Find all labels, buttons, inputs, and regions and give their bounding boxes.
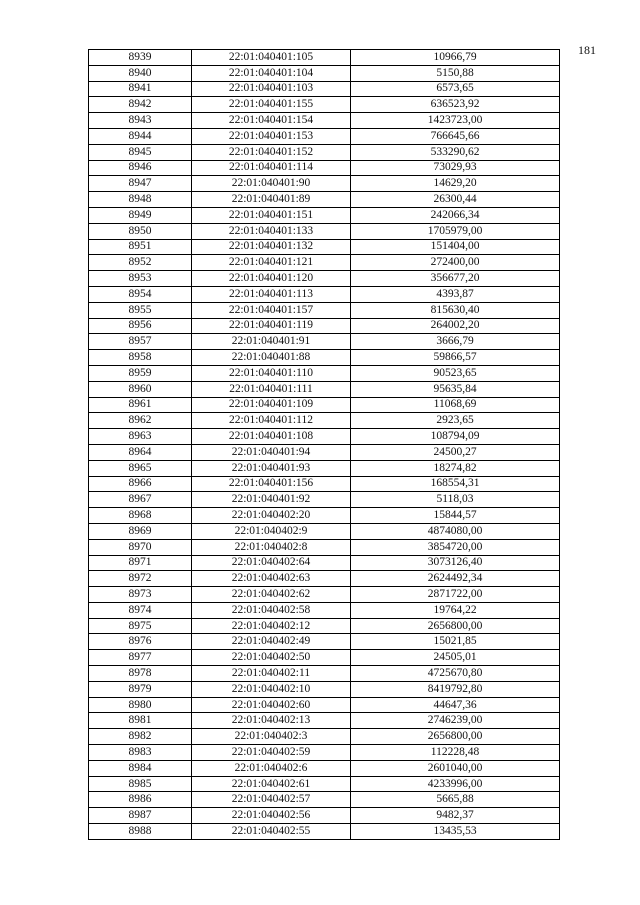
value-cell: 3073126,40 xyxy=(351,555,560,571)
value-cell: 108794,09 xyxy=(351,429,560,445)
table-row xyxy=(89,318,560,334)
value-cell: 151404,00 xyxy=(351,239,560,255)
row-number-cell: 8949 xyxy=(89,207,192,223)
row-number-cell: 8939 xyxy=(89,50,192,66)
table-row xyxy=(89,192,560,208)
value-cell: 3854720,00 xyxy=(351,539,560,555)
cadastral-number-cell: 22:01:040402:6 xyxy=(192,760,351,776)
row-number-cell: 8960 xyxy=(89,381,192,397)
cadastral-number-cell: 22:01:040401:110 xyxy=(192,365,351,381)
cadastral-number-cell: 22:01:040402:57 xyxy=(192,792,351,808)
value-cell: 2656800,00 xyxy=(351,618,560,634)
row-number-cell: 8986 xyxy=(89,792,192,808)
value-cell: 15844,57 xyxy=(351,508,560,524)
row-number-cell: 8988 xyxy=(89,824,192,840)
table-row xyxy=(89,587,560,603)
cadastral-number-cell: 22:01:040402:20 xyxy=(192,508,351,524)
cadastral-number-cell: 22:01:040401:109 xyxy=(192,397,351,413)
table-row xyxy=(89,729,560,745)
cadastral-number-cell: 22:01:040401:114 xyxy=(192,160,351,176)
cadastral-number-cell: 22:01:040401:94 xyxy=(192,444,351,460)
row-number-cell: 8987 xyxy=(89,808,192,824)
cadastral-number-cell: 22:01:040402:64 xyxy=(192,555,351,571)
value-cell: 5150,88 xyxy=(351,65,560,81)
row-number-cell: 8966 xyxy=(89,476,192,492)
table-row xyxy=(89,602,560,618)
page-number: 181 xyxy=(578,43,596,57)
row-number-cell: 8965 xyxy=(89,460,192,476)
row-number-cell: 8947 xyxy=(89,176,192,192)
cadastral-number-cell: 22:01:040401:153 xyxy=(192,128,351,144)
value-cell: 356677,20 xyxy=(351,271,560,287)
value-cell: 1705979,00 xyxy=(351,223,560,239)
row-number-cell: 8981 xyxy=(89,713,192,729)
row-number-cell: 8961 xyxy=(89,397,192,413)
cadastral-number-cell: 22:01:040401:89 xyxy=(192,192,351,208)
value-cell: 2624492,34 xyxy=(351,571,560,587)
row-number-cell: 8950 xyxy=(89,223,192,239)
row-number-cell: 8974 xyxy=(89,602,192,618)
table-row xyxy=(89,350,560,366)
value-cell: 264002,20 xyxy=(351,318,560,334)
table-row xyxy=(89,476,560,492)
cadastral-number-cell: 22:01:040401:133 xyxy=(192,223,351,239)
table-row xyxy=(89,792,560,808)
value-cell: 272400,00 xyxy=(351,255,560,271)
table-row xyxy=(89,334,560,350)
cadastral-number-cell: 22:01:040401:155 xyxy=(192,97,351,113)
value-cell: 24500,27 xyxy=(351,444,560,460)
row-number-cell: 8971 xyxy=(89,555,192,571)
row-number-cell: 8979 xyxy=(89,681,192,697)
table-row xyxy=(89,429,560,445)
cadastral-number-cell: 22:01:040401:121 xyxy=(192,255,351,271)
value-cell: 59866,57 xyxy=(351,350,560,366)
value-cell: 3666,79 xyxy=(351,334,560,350)
value-cell: 2746239,00 xyxy=(351,713,560,729)
cadastral-number-cell: 22:01:040402:60 xyxy=(192,697,351,713)
row-number-cell: 8958 xyxy=(89,350,192,366)
table-row xyxy=(89,176,560,192)
table-row xyxy=(89,113,560,129)
value-cell: 95635,84 xyxy=(351,381,560,397)
table-row xyxy=(89,97,560,113)
cadastral-number-cell: 22:01:040402:62 xyxy=(192,587,351,603)
row-number-cell: 8975 xyxy=(89,618,192,634)
table-row xyxy=(89,50,560,66)
row-number-cell: 8942 xyxy=(89,97,192,113)
value-cell: 90523,65 xyxy=(351,365,560,381)
cadastral-number-cell: 22:01:040402:12 xyxy=(192,618,351,634)
row-number-cell: 8983 xyxy=(89,745,192,761)
row-number-cell: 8963 xyxy=(89,429,192,445)
cadastral-number-cell: 22:01:040402:9 xyxy=(192,523,351,539)
row-number-cell: 8977 xyxy=(89,650,192,666)
cadastral-number-cell: 22:01:040401:157 xyxy=(192,302,351,318)
cadastral-number-cell: 22:01:040401:104 xyxy=(192,65,351,81)
cadastral-number-cell: 22:01:040401:111 xyxy=(192,381,351,397)
row-number-cell: 8969 xyxy=(89,523,192,539)
cadastral-value-table xyxy=(88,49,560,840)
value-cell: 11068,69 xyxy=(351,397,560,413)
row-number-cell: 8973 xyxy=(89,587,192,603)
cadastral-number-cell: 22:01:040402:11 xyxy=(192,666,351,682)
value-cell: 766645,66 xyxy=(351,128,560,144)
row-number-cell: 8953 xyxy=(89,271,192,287)
cadastral-number-cell: 22:01:040401:119 xyxy=(192,318,351,334)
cadastral-number-cell: 22:01:040401:90 xyxy=(192,176,351,192)
value-cell: 5118,03 xyxy=(351,492,560,508)
row-number-cell: 8964 xyxy=(89,444,192,460)
value-cell: 242066,34 xyxy=(351,207,560,223)
cadastral-number-cell: 22:01:040402:49 xyxy=(192,634,351,650)
cadastral-number-cell: 22:01:040402:59 xyxy=(192,745,351,761)
value-cell: 8419792,80 xyxy=(351,681,560,697)
cadastral-number-cell: 22:01:040402:8 xyxy=(192,539,351,555)
value-cell: 24505,01 xyxy=(351,650,560,666)
table-row xyxy=(89,365,560,381)
table-row xyxy=(89,523,560,539)
cadastral-number-cell: 22:01:040402:3 xyxy=(192,729,351,745)
value-cell: 44647,36 xyxy=(351,697,560,713)
cadastral-number-cell: 22:01:040401:113 xyxy=(192,286,351,302)
row-number-cell: 8946 xyxy=(89,160,192,176)
table-row xyxy=(89,160,560,176)
table-row xyxy=(89,492,560,508)
table-row xyxy=(89,681,560,697)
row-number-cell: 8952 xyxy=(89,255,192,271)
row-number-cell: 8943 xyxy=(89,113,192,129)
value-cell: 2871722,00 xyxy=(351,587,560,603)
value-cell: 168554,31 xyxy=(351,476,560,492)
value-cell: 4874080,00 xyxy=(351,523,560,539)
row-number-cell: 8940 xyxy=(89,65,192,81)
cadastral-number-cell: 22:01:040401:112 xyxy=(192,413,351,429)
value-cell: 9482,37 xyxy=(351,808,560,824)
value-cell: 4233996,00 xyxy=(351,776,560,792)
cadastral-number-cell: 22:01:040401:120 xyxy=(192,271,351,287)
table-row xyxy=(89,381,560,397)
table-row xyxy=(89,808,560,824)
table-body xyxy=(89,50,560,840)
table-row xyxy=(89,666,560,682)
cadastral-number-cell: 22:01:040401:156 xyxy=(192,476,351,492)
row-number-cell: 8978 xyxy=(89,666,192,682)
cadastral-number-cell: 22:01:040401:91 xyxy=(192,334,351,350)
row-number-cell: 8982 xyxy=(89,729,192,745)
value-cell: 815630,40 xyxy=(351,302,560,318)
row-number-cell: 8970 xyxy=(89,539,192,555)
table-row xyxy=(89,81,560,97)
value-cell: 18274,82 xyxy=(351,460,560,476)
table-row xyxy=(89,397,560,413)
cadastral-number-cell: 22:01:040402:50 xyxy=(192,650,351,666)
table-row xyxy=(89,745,560,761)
row-number-cell: 8945 xyxy=(89,144,192,160)
cadastral-number-cell: 22:01:040401:154 xyxy=(192,113,351,129)
value-cell: 14629,20 xyxy=(351,176,560,192)
cadastral-number-cell: 22:01:040402:63 xyxy=(192,571,351,587)
cadastral-number-cell: 22:01:040402:56 xyxy=(192,808,351,824)
table-row xyxy=(89,65,560,81)
cadastral-number-cell: 22:01:040401:105 xyxy=(192,50,351,66)
cadastral-number-cell: 22:01:040402:10 xyxy=(192,681,351,697)
table-row xyxy=(89,255,560,271)
value-cell: 19764,22 xyxy=(351,602,560,618)
row-number-cell: 8951 xyxy=(89,239,192,255)
table-row xyxy=(89,239,560,255)
row-number-cell: 8968 xyxy=(89,508,192,524)
value-cell: 112228,48 xyxy=(351,745,560,761)
table-row xyxy=(89,508,560,524)
value-cell: 5665,88 xyxy=(351,792,560,808)
table-row xyxy=(89,697,560,713)
row-number-cell: 8984 xyxy=(89,760,192,776)
value-cell: 6573,65 xyxy=(351,81,560,97)
row-number-cell: 8948 xyxy=(89,192,192,208)
cadastral-number-cell: 22:01:040402:13 xyxy=(192,713,351,729)
row-number-cell: 8985 xyxy=(89,776,192,792)
cadastral-number-cell: 22:01:040401:93 xyxy=(192,460,351,476)
value-cell: 73029,93 xyxy=(351,160,560,176)
value-cell: 2601040,00 xyxy=(351,760,560,776)
value-cell: 1423723,00 xyxy=(351,113,560,129)
table-row xyxy=(89,776,560,792)
row-number-cell: 8976 xyxy=(89,634,192,650)
cadastral-number-cell: 22:01:040401:151 xyxy=(192,207,351,223)
table-row xyxy=(89,713,560,729)
table-row xyxy=(89,128,560,144)
row-number-cell: 8959 xyxy=(89,365,192,381)
value-cell: 26300,44 xyxy=(351,192,560,208)
table-row xyxy=(89,650,560,666)
table-row xyxy=(89,760,560,776)
table-row xyxy=(89,207,560,223)
table-row xyxy=(89,634,560,650)
value-cell: 13435,53 xyxy=(351,824,560,840)
value-cell: 2923,65 xyxy=(351,413,560,429)
cadastral-number-cell: 22:01:040401:103 xyxy=(192,81,351,97)
cadastral-number-cell: 22:01:040402:55 xyxy=(192,824,351,840)
cadastral-number-cell: 22:01:040401:88 xyxy=(192,350,351,366)
row-number-cell: 8944 xyxy=(89,128,192,144)
value-cell: 4725670,80 xyxy=(351,666,560,682)
value-cell: 15021,85 xyxy=(351,634,560,650)
cadastral-number-cell: 22:01:040402:61 xyxy=(192,776,351,792)
cadastral-number-cell: 22:01:040402:58 xyxy=(192,602,351,618)
value-cell: 10966,79 xyxy=(351,50,560,66)
table-row xyxy=(89,286,560,302)
table-row xyxy=(89,302,560,318)
value-cell: 533290,62 xyxy=(351,144,560,160)
value-cell: 636523,92 xyxy=(351,97,560,113)
row-number-cell: 8980 xyxy=(89,697,192,713)
row-number-cell: 8957 xyxy=(89,334,192,350)
table-row xyxy=(89,555,560,571)
table-row xyxy=(89,824,560,840)
cadastral-number-cell: 22:01:040401:108 xyxy=(192,429,351,445)
cadastral-number-cell: 22:01:040401:92 xyxy=(192,492,351,508)
row-number-cell: 8962 xyxy=(89,413,192,429)
table-row xyxy=(89,444,560,460)
table-row xyxy=(89,223,560,239)
table-row xyxy=(89,144,560,160)
table-row xyxy=(89,271,560,287)
row-number-cell: 8941 xyxy=(89,81,192,97)
row-number-cell: 8956 xyxy=(89,318,192,334)
table-row xyxy=(89,460,560,476)
row-number-cell: 8967 xyxy=(89,492,192,508)
table-row xyxy=(89,539,560,555)
cadastral-number-cell: 22:01:040401:152 xyxy=(192,144,351,160)
value-cell: 4393,87 xyxy=(351,286,560,302)
row-number-cell: 8955 xyxy=(89,302,192,318)
table-row xyxy=(89,571,560,587)
row-number-cell: 8954 xyxy=(89,286,192,302)
table-row xyxy=(89,618,560,634)
table-row xyxy=(89,413,560,429)
value-cell: 2656800,00 xyxy=(351,729,560,745)
cadastral-number-cell: 22:01:040401:132 xyxy=(192,239,351,255)
row-number-cell: 8972 xyxy=(89,571,192,587)
